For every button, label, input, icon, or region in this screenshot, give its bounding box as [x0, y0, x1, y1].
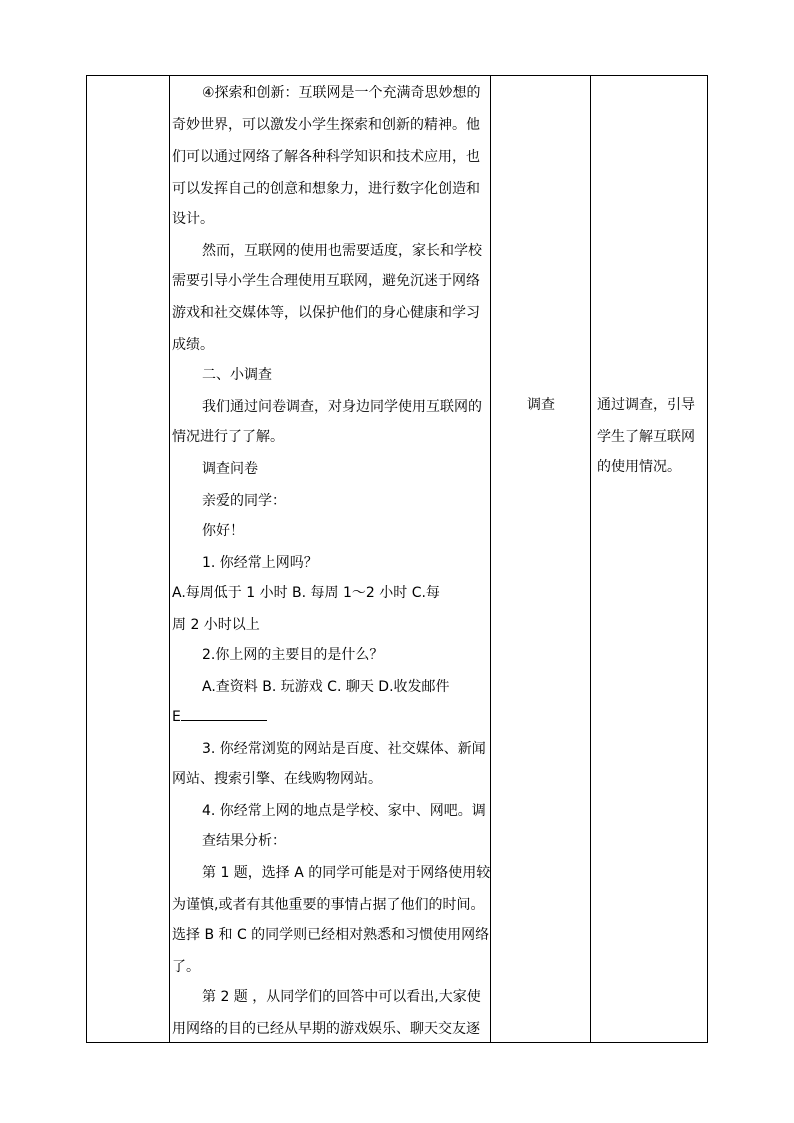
- content-line: 网站、搜索引擎、在线购物网站。: [172, 771, 382, 787]
- content-line: 你好！: [202, 523, 244, 539]
- section-heading: 二、小调查: [202, 367, 272, 383]
- content-line: 成绩。: [172, 337, 214, 353]
- content-line: ④探索和创新：互联网是一个充满奇思妙想的: [202, 85, 481, 101]
- content-line: 了。: [172, 959, 200, 975]
- survey-options: 周 2 小时以上: [172, 617, 260, 633]
- content-line: 查结果分析：: [202, 833, 286, 849]
- intent-line: 通过调查，引导: [597, 397, 695, 413]
- answer-blank: [181, 708, 267, 721]
- content-line: 用网络的目的已经从早期的游戏娱乐、聊天交友逐: [172, 1021, 480, 1037]
- column-divider: [490, 76, 491, 1042]
- survey-options: A.查资料 B. 玩游戏 C. 聊天 D.收发邮件: [202, 679, 450, 695]
- option-e-label: E: [172, 709, 181, 725]
- content-line: 我们通过问卷调查，对身边同学使用互联网的: [202, 399, 482, 415]
- survey-question: 4. 你经常上网的地点是学校、家中、网吧。调: [202, 803, 486, 819]
- content-line: 选择 B 和 C 的同学则已经相对熟悉和习惯使用网络: [172, 927, 490, 943]
- content-line: 然而，互联网的使用也需要适度，家长和学校: [202, 243, 482, 259]
- content-line: 可以发挥自己的创意和想象力，进行数字化创造和: [172, 181, 480, 197]
- content-line: 第 2 题 ，从同学们的回答中可以看出,大家使: [202, 989, 481, 1005]
- intent-line: 学生了解互联网: [597, 429, 695, 445]
- survey-question: 2.你上网的主要目的是什么？: [202, 647, 384, 663]
- survey-options: A.每周低于 1 小时 B. 每周 1～2 小时 C.每: [172, 585, 440, 601]
- lesson-table: [86, 75, 708, 1043]
- content-line: 们可以通过网络了解各种科学知识和技术应用，也: [172, 149, 480, 165]
- column-divider: [590, 76, 591, 1042]
- content-line: 设计。: [172, 211, 214, 227]
- content-line: 奇妙世界，可以激发小学生探索和创新的精神。他: [172, 117, 480, 133]
- survey-question: 3. 你经常浏览的网站是百度、社交媒体、新闻: [202, 741, 486, 757]
- intent-line: 的使用情况。: [597, 459, 681, 475]
- content-line: 需要引导小学生合理使用互联网，避免沉迷于网络: [172, 273, 480, 289]
- survey-title: 调查问卷: [202, 461, 258, 477]
- content-line: 为谨慎,或者有其他重要的事情占据了他们的时间。: [172, 897, 485, 913]
- content-line: 游戏和社交媒体等，以保护他们的身心健康和学习: [172, 305, 480, 321]
- teaching-content-cell: [172, 76, 490, 1042]
- content-line: 情况进行了了解。: [172, 429, 284, 445]
- content-line: 亲爱的同学：: [202, 493, 286, 509]
- survey-question: 1. 你经常上网吗？: [202, 555, 318, 571]
- survey-option-e: [172, 708, 267, 726]
- teaching-method-cell: 调查: [527, 397, 555, 413]
- content-line: 第 1 题，选择 A 的同学可能是对于网络使用较: [202, 865, 490, 881]
- column-divider: [169, 76, 170, 1042]
